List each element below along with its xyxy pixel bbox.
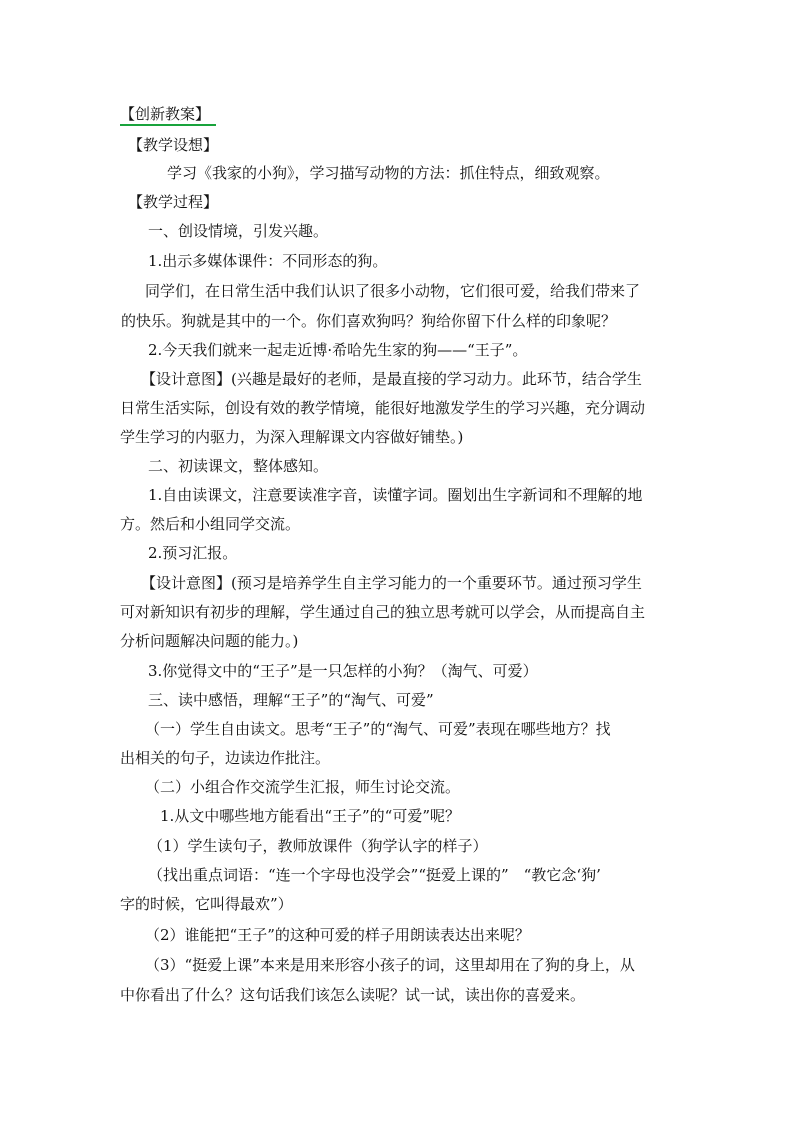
- paragraph: （找出重点词语：“连一个字母也没学会”“挺爱上课的” “教它念‘狗’: [148, 866, 601, 884]
- paragraph: 同学们，在日常生活中我们认识了很多小动物，它们很可爱，给我们带来了: [145, 282, 641, 300]
- paragraph: 日常生活实际，创设有效的教学情境，能很好地激发学生的学习兴趣，充分调动: [120, 399, 646, 417]
- paragraph: 可对新知识有初步的理解，学生通过自己的独立思考就可以学会，从而提高自主: [120, 603, 646, 621]
- section-heading: 一、创设情境，引发兴趣。: [148, 222, 329, 240]
- paragraph: 中你看出了什么？这句话我们该怎么读呢？试一试，读出你的喜爱来。: [120, 986, 586, 1004]
- paragraph: 2.今天我们就来一起走近博·希哈先生家的狗——“王子”。: [148, 341, 528, 359]
- section-heading: 三、读中感悟，理解“王子”的“淘气、可爱”: [148, 691, 434, 709]
- paragraph: （一）学生自由读文。思考“王子”的“淘气、可爱”表现在哪些地方？找: [145, 720, 611, 738]
- section-heading: 二、初读课文，整体感知。: [148, 457, 329, 475]
- paragraph: （3）“挺爱上课”本来是用来形容小孩子的词，这里却用在了狗的身上，从: [145, 956, 635, 974]
- paragraph: （二）小组合作交流学生汇报，师生讨论交流。: [145, 778, 461, 796]
- paragraph: 3.你觉得文中的“王子”是一只怎样的小狗？（淘气、可爱）: [148, 662, 538, 680]
- section-heading-teaching-idea: 【教学设想】: [128, 136, 219, 154]
- paragraph: （2）谁能把“王子”的这种可爱的样子用朗读表达出来呢？: [145, 926, 530, 944]
- paragraph: 的快乐。狗就是其中的一个。你们喜欢狗吗？狗给你留下什么样的印象呢？: [121, 312, 617, 330]
- paragraph: 学生学习的内驱力，为深入理解课文内容做好铺垫。): [120, 428, 464, 446]
- paragraph: 字的时候，它叫得最欢”）: [120, 895, 293, 913]
- paragraph: 方。然后和小组同学交流。: [120, 515, 301, 533]
- paragraph: （1）学生读句子，教师放课件（狗学认字的样子）: [148, 837, 488, 855]
- paragraph: 2.预习汇报。: [148, 544, 238, 562]
- paragraph: 1.出示多媒体课件：不同形态的狗。: [148, 252, 388, 270]
- design-intent-label: 【设计意图】(预习是培养学生自主学习能力的一个重要环节。通过预习学生: [141, 574, 642, 592]
- paragraph: 分析问题解决问题的能力。): [120, 632, 299, 650]
- design-intent-label: 【设计意图】(兴趣是最好的老师，是最直接的学习动力。此环节，结合学生: [141, 370, 642, 388]
- title-underline: [120, 124, 216, 126]
- section-heading-teaching-process: 【教学过程】: [128, 193, 219, 211]
- paragraph: 出相关的句子，边读边作批注。: [120, 749, 331, 767]
- paragraph: 学习《我家的小狗》，学习描写动物的方法：抓住特点，细致观察。: [167, 164, 610, 182]
- document-title: 【创新教案】: [120, 105, 211, 123]
- paragraph: 1.自由读课文，注意要读准字音，读懂字词。圈划出生字新词和不理解的地: [148, 486, 643, 504]
- paragraph: 1.从文中哪些地方能看出“王子”的“可爱”呢？: [160, 807, 460, 825]
